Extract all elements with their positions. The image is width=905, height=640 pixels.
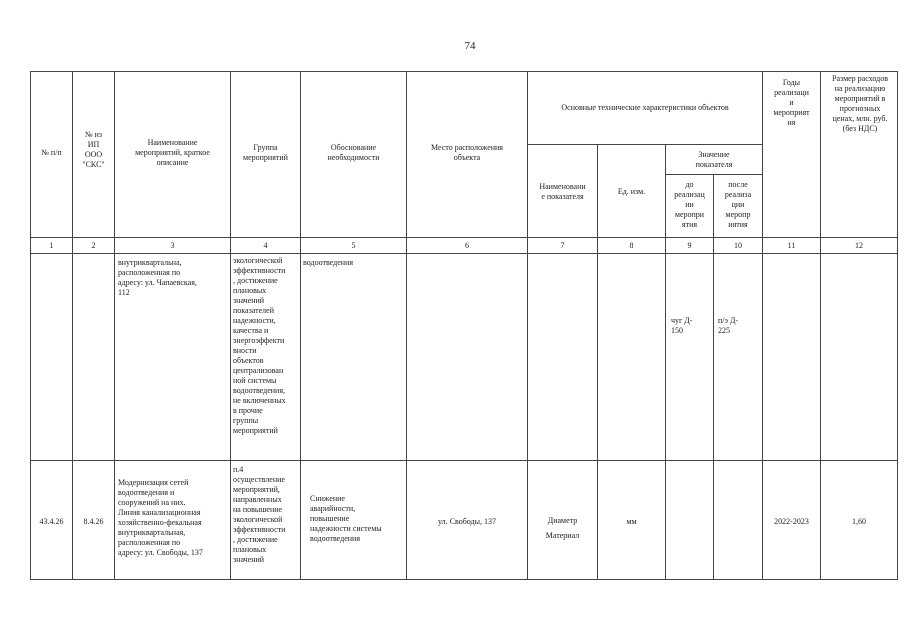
header-cell-indicator-name: Наименовани е показателя (539, 182, 586, 201)
header-cell-measure-name: Наименование мероприятий, краткое описание (135, 138, 210, 167)
column-number: 8 (629, 241, 634, 250)
column-number: 5 (351, 241, 356, 250)
row1-justification: водоотведения (303, 258, 353, 267)
header-cell-measure-group: Группа мероприятий (243, 143, 288, 162)
header-cell-years: Годы реализаци и мероприят ия (773, 78, 810, 127)
column-number: 12 (855, 241, 863, 250)
row2-years: 2022-2023 (774, 517, 809, 526)
column-number: 9 (687, 241, 692, 250)
row2-cost: 1,60 (852, 517, 866, 526)
header-cell-justification: Обоснование необходимости (327, 143, 380, 162)
header-cell-unit: Ед. изм. (617, 187, 646, 196)
header-group-value: Значение показателя (695, 150, 733, 169)
column-number: 1 (49, 241, 54, 250)
header-cell-ip-number: № из ИП ООО "СКС" (82, 130, 105, 169)
row1-after-value: п/э Д- 225 (718, 316, 739, 335)
row2-ip-number: 8.4.26 (83, 517, 104, 526)
row1-before-value: чуг Д- 150 (671, 316, 693, 335)
header-cell-location: Место расположения объекта (431, 143, 503, 162)
row2-description: Модернизация сетей водоотведения и сооружений на них. Линия канализационная хозяйственно-фекальная внутриквартальная, расположенная по адресу: ул. Свободы, 137 (118, 478, 203, 557)
column-number: 7 (560, 241, 565, 250)
row2-indicator-name: Диаметр Материал (545, 516, 580, 540)
header-cell-number: № п/п (41, 148, 62, 157)
column-number: 2 (91, 241, 96, 250)
column-number: 6 (465, 241, 469, 250)
row2-unit: мм (626, 517, 637, 526)
column-number: 11 (787, 241, 796, 250)
column-number: 10 (734, 241, 742, 250)
column-number: 3 (170, 241, 175, 250)
row2-justification: Снижение аварийности, повышение надежности системы водоотведения (310, 494, 382, 543)
header-cell-after: после реализа ции меропр иятия (724, 180, 752, 229)
page-number: 74 (464, 40, 476, 52)
row2-number: 43.4.26 (39, 517, 64, 526)
row2-measure-group: п.4 осуществление мероприятий, направленных на повышение экологической эффективности , достижение плановых значений (233, 465, 286, 564)
row2-location: ул. Свободы, 137 (438, 517, 496, 526)
column-number: 4 (263, 241, 268, 250)
header-group-technical: Основные технические характеристики объектов (561, 103, 729, 112)
header-cell-cost: Размер расходов на реализацию мероприятий в прогнозных ценах, млн. руб. (без НДС) (832, 74, 888, 133)
header-cell-before: до реализац ии меропри ятия (674, 180, 705, 229)
row1-measure-group: экологической эффективности , достижение плановых значений показателей надежности, качества и энергоэффекти вности объектов централизован ной системы водоотведения, не включенных в прочие группы мероприятий (233, 256, 286, 435)
row1-description: внутриквартальна, расположенная по адресу: ул. Чапаевская, 112 (118, 258, 197, 297)
